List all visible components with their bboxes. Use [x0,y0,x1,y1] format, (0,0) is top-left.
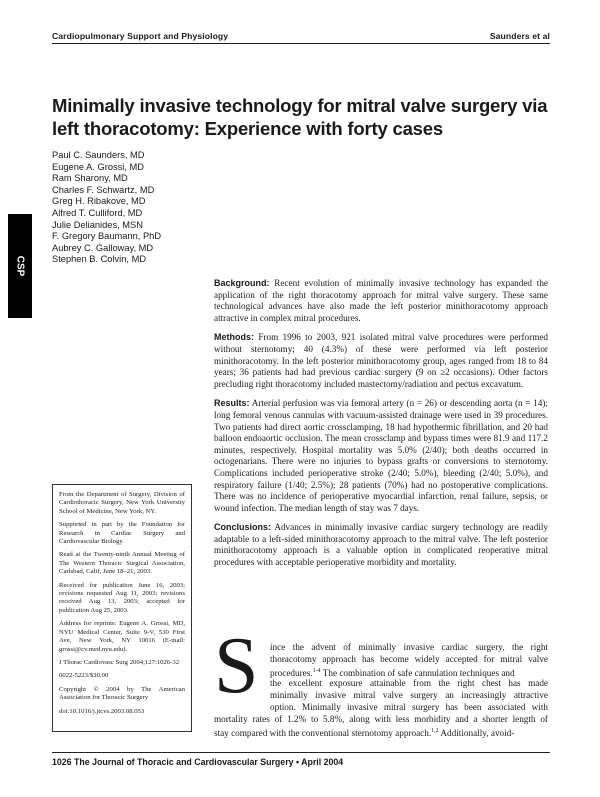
body-line: thoracotomy approach has become widely accepted for mitral valve [270,654,548,664]
running-header-left: Cardiopulmonary Support and Physiology [52,31,229,41]
citation-ref: 1-4 [312,668,321,674]
affiliation-copyright: Copyright © 2004 by The American Association for Thoracic Surgery [59,685,185,702]
author: Alfred T. Culliford, MD [52,207,143,218]
abstract [214,278,548,577]
body-line: ince the advent of minimally invasive cardiac surgery, the right [270,642,548,652]
body-line-text: procedures. [270,668,313,679]
body-line-text: The combination of safe cannulation techniques and [322,668,515,679]
author: Paul C. Saunders, MD [52,150,145,160]
drop-cap: S [214,622,259,710]
abstract-methods-label: Methods: [214,332,254,343]
side-tab-label: CSP [14,255,26,277]
body-line: the excellent exposure attainable from the right chest has made [270,678,548,688]
author: Ram Sharony, MD [52,173,128,184]
affiliation-reprints: Address for reprints: Eugene A. Grossi, MD, NYU Medical Center, Suite 9-V, 530 First Ave, New York, NY 10016 (E-mail: grossi@cv.med.nyu.edu). [59,620,185,653]
author: Charles F. Schwartz, MD [52,184,155,195]
abstract-methods [214,332,548,390]
abstract-conclusions-label: Conclusions: [214,522,272,533]
footer-rule [52,752,550,753]
affiliation-citation: J Thorac Cardiovasc Surg 2004;127:1026-32 [59,658,180,666]
abstract-conclusions-text: Advances in minimally invasive cardiac surgery technology are readily adaptable to a left-sided minithoracotomy approach to the mitral valve. The left posterior minithoracotomy approach is a valuable option in complicated reoperative mitral procedures with acceptable perioperative morbidity and mortality. [214,522,548,568]
abstract-background-text: Recent evolution of minimally invasive technology has expanded the application of the right thoracotomy approach for mitral valve surgery. These same technological advances have also made the left posterior minithoracotomy approach attractive in complex mitral procedures. [214,278,548,323]
abstract-results [214,398,548,514]
affiliation-code: 0022-5223/$30.00 [59,672,109,680]
citation-ref: 1,2 [431,728,439,734]
body-line: option. Minimally invasive mitral surgery has been associated with [270,702,548,712]
abstract-results-label: Results: [214,398,250,409]
article-title: Minimally invasive technology for mitral valve surgery via left thoracotomy: Experience with forty cases [52,95,548,139]
body-line-text: stay compared with the conventional sternotomy approach. [214,728,432,739]
affiliation-meeting: Read at the Twenty-ninth Annual Meeting of The Western Thoracic Surgical Association, Carlsbad, Calif, June 18–21, 2003. [59,551,185,576]
affiliation-support: Supported in part by the Foundation for Research in Cardiac Surgery and Cardiovascular Biology. [59,521,185,546]
abstract-results-text: Arterial perfusion was via femoral artery (n = 26) or descending aorta (n = 14); long femoral venous cannulas with vacuum-assisted drainage were used in 39 procedures. Two patients had direct aortic crossclamping, 18 had hypothermic fibrillation, and 20 had balloon endoaortic occlusion. The mean crossclamp and bypass times were 81.9 and 117.2 minutes, respectively. Hospital mortality was 5.0% (2/40); both deaths occurred in octogenarians. There were no injuries to bypass grafts or conversions to sternotomy. Complications included perioperative stroke (2/40; 5.0%), bleeding (2/40; 5.0%), and respiratory failure (1/40; 2.5%); 28 patients (70%) had no postoperative complications. There was no incidence of perioperative myocardial infarction, renal failure, sepsis, or wound infection. The median length of stay was 7 days. [214,398,548,513]
author: Julie Delianides, MSN [52,219,143,230]
author-list [52,150,161,266]
author: Aubrey C. Galloway, MD [52,242,154,253]
running-header-right: Saunders et al [489,31,550,41]
author: F. Gregory Baumann, PhD [52,231,162,242]
affiliation-doi: doi:10.1016/j.jtcvs.2003.08.053 [59,707,145,715]
body-line: minimally invasive mitral valve surgery an increasingly attractive [270,690,548,700]
abstract-background [214,278,548,324]
body-line-with-ref [214,726,548,740]
body-line-text: Additionally, avoid- [440,728,515,739]
page-footer: 1026 The Journal of Thoracic and Cardiovascular Surgery • April 2004 [52,757,344,767]
affiliation-department: From the Department of Surgery, Division of Cardiothoracic Surgery, New York University School of Medicine, New York, NY. [59,491,185,515]
abstract-methods-text: From 1996 to 2003, 921 isolated mitral valve procedures were performed without sternotomy; 40 (4.3%) of these were performed via left posterior minithoracotomy. In the left posterior minithoracotomy group, ages ranged from 18 to 84 years; 36 patients had had previous cardiac surgery (9 on ≥2 occasions). Other factors precluding right thoracotomy included mastectomy/radiation and pectus excavatum. [214,332,549,389]
author: Stephen B. Colvin, MD [52,254,147,265]
affiliation-received: Received for publication June 16, 2003; revisions requested Aug 11, 2003; revisions received Aug 13, 2003; accepted for publication Aug 25, 2003. [59,581,185,614]
affiliation-box [52,484,192,732]
author: Eugene A. Grossi, MD [52,161,144,172]
section-side-tab [8,214,32,318]
abstract-background-label: Background: [214,278,270,288]
header-rule [52,43,550,44]
body-line: mortality rates of 1.2% to 5.8%, along with less morbidity and a shorter length of [214,714,548,724]
abstract-conclusions [214,522,548,568]
author: Greg H. Ribakove, MD [52,196,146,207]
